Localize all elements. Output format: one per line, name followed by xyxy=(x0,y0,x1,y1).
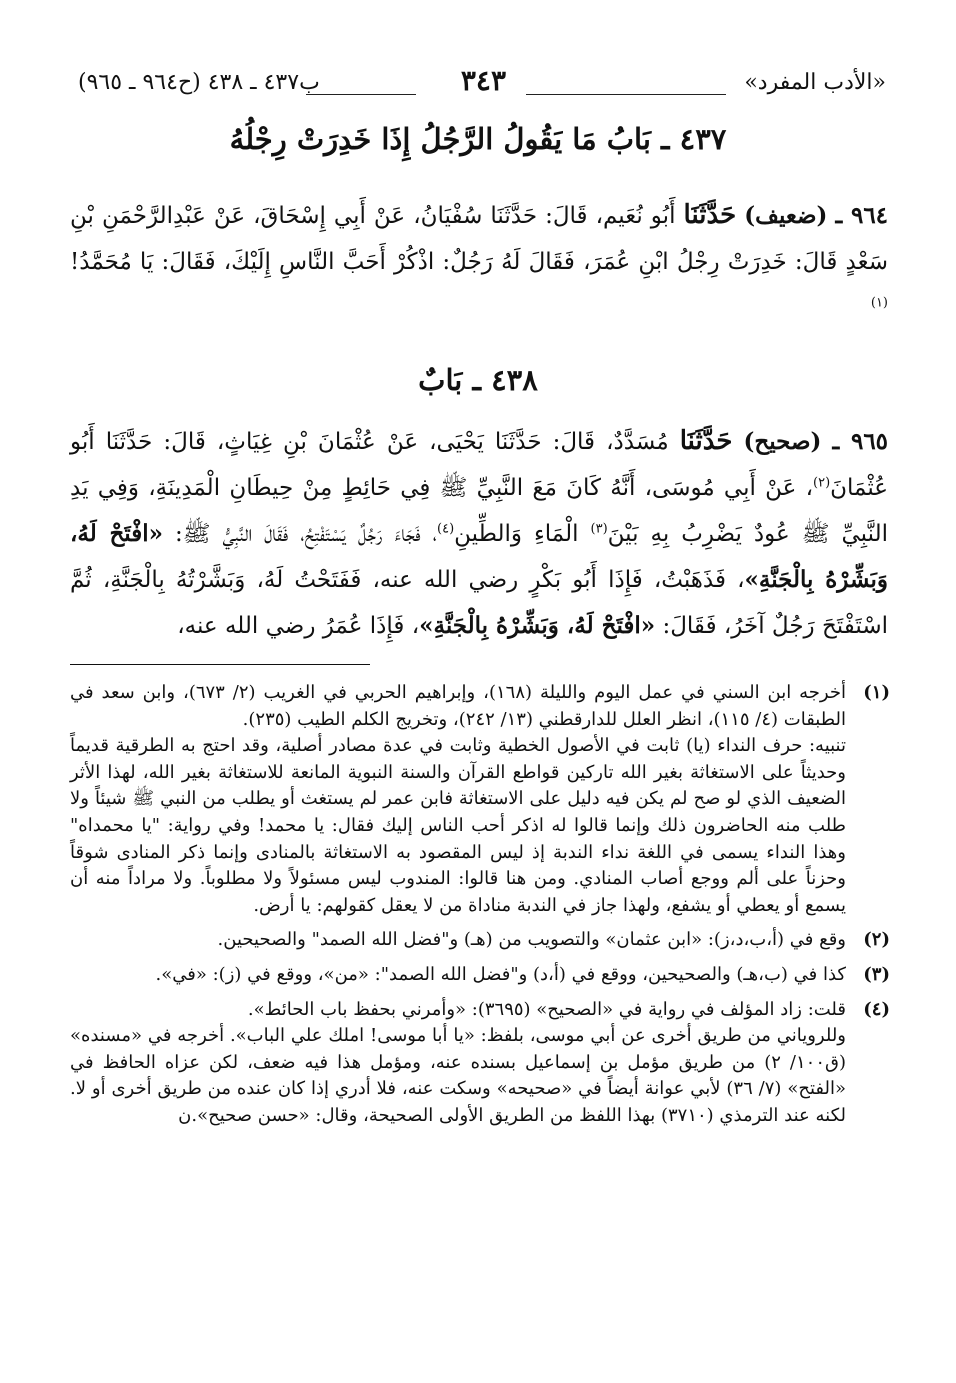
footnote-ref[interactable]: (٣) xyxy=(590,521,608,537)
hadith-text: مُسَدَّدٌ، قَالَ: حَدَّثَنَا يَحْيَى، عَنْ عُثْمَانَ بْنِ غِيَاثٍ، قَالَ: حَدَّثَنَا أَبُو عُثْمَانَ xyxy=(70,429,888,501)
footnote-separator xyxy=(70,664,370,665)
footnote-ref[interactable]: (٢) xyxy=(813,475,831,491)
prophetic-quote: «افْتَحْ لَهُ، وَبَشِّرْهُ بِالْجَنَّةِ» xyxy=(70,520,888,593)
hadith-964 xyxy=(70,192,888,331)
footnote-ref[interactable]: (١) xyxy=(870,295,888,311)
hadith-number: ٩٦٥ ـ xyxy=(832,428,889,455)
narration-keyword: حَدَّثَنَا xyxy=(683,200,737,230)
footnote-3 xyxy=(70,962,890,989)
footnote-2 xyxy=(70,927,890,954)
footnote-number: (٣) xyxy=(863,963,890,985)
footnote-1 xyxy=(70,680,890,919)
hadith-text: ، عَنْ أَبِي مُوسَى، أَنَّهُ كَانَ مَعَ النَّبِيِّ ﷺ فِي حَائِطٍ مِنْ حِيطَانِ الْمَدِينَةِ، وَفِي يَدِ النَّبِيِّ ﷺ عُودٌ يَضْرِبُ بِهِ بَيْنَ xyxy=(70,475,888,547)
chapter-heading: ٤٣٨ ـ بَابٌ xyxy=(418,363,538,397)
running-header xyxy=(78,64,886,104)
footnote-number: (٤) xyxy=(863,998,890,1020)
narration-keyword: حَدَّثَنَا xyxy=(679,426,733,456)
footnote-text: أخرجه ابن السني في عمل اليوم والليلة (١٦٨)، وإبراهيم الحربي في الغريب (٢/ ٦٧٣)، وابن سعد في الطبقات (٤/ ١١٥)، انظر العلل للدارقطني (١٣/ ٢٤٢)، وتخريج الكلم الطيب (٢٣٥). xyxy=(70,682,846,730)
header-rule xyxy=(306,94,416,95)
hadith-text: أَبُو نُعَيم، قَالَ: حَدَّثَنَا سُفْيَانُ، عَنْ أَبِي إِسْحَاقَ، عَنْ عَبْدِالرَّحْمَنِ بْنِ سَعْدٍ قَالَ: خَدِرَتْ رِجْلُ ابْنِ عُمَرَ، فَقَالَ لَهُ رَجُلٌ: اذْكُرْ أَحَبَّ النَّاسِ إِلَيْكَ، فَقَالَ: يَا مُحَمَّدُ! xyxy=(70,203,888,275)
hadith-965 xyxy=(70,418,888,649)
hadith-text: ، فَذَهَبْتُ، فَإِذَا أَبُو بَكْرٍ رضي الله عنه، فَفَتَحْتُ لَهُ، وَبَشَّرْتُهُ بِالْجَنَّةِ، ثُمَّ اسْتَفْتَحَ رَجُلٌ آخَرُ، فَقَالَ: xyxy=(70,567,888,639)
footnote-ref[interactable]: (٤) xyxy=(437,521,455,537)
hadith-text: ، فَإِذَا عُمَرُ رضي الله عنه، xyxy=(177,613,420,639)
page-number: ٣٤٣ xyxy=(460,64,506,97)
footnote-number: (١) xyxy=(863,682,890,703)
prophetic-quote: «افْتَحْ لَهُ، وَبَشِّرْهُ بِالْجَنَّةِ» xyxy=(419,612,656,639)
footnote-text: وقع في (أ،ب،د،ز): «ابن عثمان» والتصويب من (هـ) و"فضل الله الصمد" والصحيحين. xyxy=(217,929,846,951)
hadith-grade: (صحيح) xyxy=(743,428,822,455)
footnotes xyxy=(70,680,890,1130)
footnote-text: قلت: زاد المؤلف في رواية في «الصحيح» (٣٦٩٥): «وأمرني بحفظ باب الحائط». xyxy=(247,998,846,1020)
footnote-text: وللروياني من طريق أخرى عن أبي موسى، بلفظ: «يا أبا موسى! املك علي الباب». أخرجه في «مسنده» (ق١٠٠/ ٢) من طريق مؤمل بن إسماعيل بسنده عنه، ومؤمل هذا فيه ضعف، لكن عزاه الحافظ في «الفتح» (٧/ ٣٦) لأبي عوانة أيضاً في «صحيحه» وسكت عنه، فلا أدري إذا كان عنده من طريق أخرى أو لا. لكنه عند الترمذي (٣٧١٠) بهذا اللفظ من الطريق الأولى الصحيحة، وقال: «حسن صحيح».ن xyxy=(70,1025,846,1126)
hadith-number: ٩٦٤ ـ xyxy=(835,202,889,229)
footnote-text: تنبيه: حرف النداء (يا) ثابت في الأصول الخطية وثابت في عدة مصادر أصلية، وقد احتج به الطرقية قديماً وحديثاً على الاستغاثة بغير الله تاركين قواطع القرآن والسنة النبوية المانعة للاستغاثة بغير الله، لهذا الأثر الضعيف الذي لو صح لم يكن فيه دليل على الاستغاثة فابن عمر لم يستغث أو يطلب من النبي ﷺ شيئاً ولا طلب منه الحاضرون ذلك وإنما قالوا له اذكر أحب الناس إليك فقال: يا محمد! وفي رواية: "يا محمداه" وهذا النداء يسمى في اللغة نداء الندبة إذ ليس المقصود به الاستغاثة بالمنادى وإنما ذكر المنادى شوقاً وحزناً على ألم ووجع أصاب المنادي. ومن هنا قالوا: المندوب ليس مسئولاً ولا مطلوباً. ولا مراداً منه أن يسمع أو يعطي أو يشفع، ولهذا جاز في الندبة مناداة من لا يعقل كقولهم: يا أرض. xyxy=(70,735,846,916)
header-rule xyxy=(526,94,726,95)
book-title: «الأدب المفرد» xyxy=(744,70,886,95)
footnote-4 xyxy=(70,997,890,1130)
hadith-text: الْمَاءِ وَالطِّينِ xyxy=(454,521,591,547)
chapter-heading: ٤٣٧ ـ بَابُ مَا يَقُولُ الرَّجُلُ إِذَا خَدِرَتْ رِجْلُهُ xyxy=(229,122,727,156)
chapter-range: ب٤٣٧ ـ ٤٣٨ (ح٩٦٤ ـ ٩٦٥) xyxy=(78,70,320,95)
footnote-number: (٢) xyxy=(863,929,890,951)
footnote-text: كذا في (ب،هـ) والصحيحين، ووقع في (أ،د) و"فضل الله الصمد": «من»، ووقع في (ز): «في». xyxy=(155,963,846,985)
hadith-grade: (ضعيف) xyxy=(744,202,828,229)
hadith-text: ، فَجَاءَ رَجُلٌ يَسْتَفْتِحُ، فَقَالَ النَّبِيُّ ﷺ: xyxy=(163,521,438,547)
